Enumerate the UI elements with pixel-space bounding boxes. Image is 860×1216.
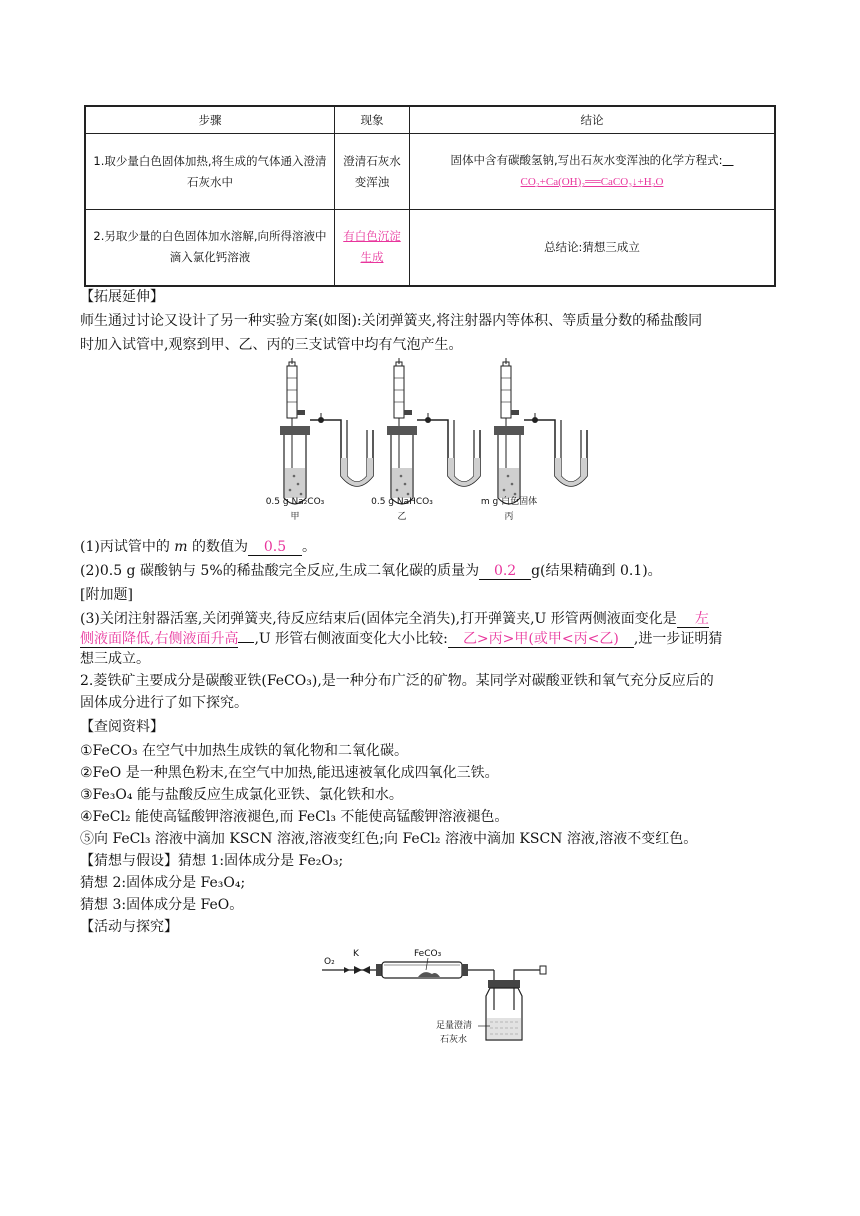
expand-intro-1: 师生通过讨论又设计了另一种实验方案(如图):关闭弹簧夹,将注射器内等体积、等质量分数的稀盐酸同 (80, 313, 703, 329)
q2-answer: 0.2 (479, 564, 531, 580)
q1-answer: 0.5 (248, 540, 302, 556)
label-lime-1: 足量澄清 (436, 1021, 473, 1031)
fact-4: ④FeCl₂ 能使高锰酸钾溶液褪色,而 FeCl₃ 不能使高锰酸钾溶液褪色。 (80, 809, 509, 825)
row2-conclusion: 总结论:猜想三成立 (410, 210, 776, 286)
experiment-table (84, 105, 776, 287)
q3-text-after: ,进一步证明猜 (633, 631, 723, 647)
q3-text: (3)关闭注射器活塞,关闭弹簧夹,待反应结束后(固体完全消失),打开弹簧夹,U 形管两侧液面变化是 (80, 611, 677, 627)
hypothesis-2: 猜想 2:固体成分是 Fe₃O₄; (80, 875, 246, 891)
label-feco3: FeCO₃ (414, 949, 442, 959)
row1-step: 1.取少量白色固体加热,将生成的气体通入澄清石灰水中 (85, 134, 335, 210)
header-phenomenon: 现象 (335, 106, 410, 134)
q3-answer1-part1: 左 (677, 612, 709, 628)
label-substance-yi: 0.5 g NaHCO₃ (371, 497, 433, 507)
fact-1: ①FeCO₃ 在空气中加热生成铁的氧化物和二氧化碳。 (80, 743, 409, 759)
row2-phenomenon (335, 210, 410, 286)
heading-expand: 【拓展延伸】 (80, 289, 164, 305)
question-3-line1 (80, 610, 709, 628)
label-o2: O₂ (324, 957, 335, 967)
q3-answer2: 乙>丙>甲(或甲<丙<乙) (448, 632, 634, 648)
header-step: 步骤 (85, 106, 335, 134)
expand-intro-2: 时加入试管中,观察到甲、乙、丙的三支试管中均有气泡产生。 (80, 337, 463, 353)
q2-text-after: g(结果精确到 0.1)。 (531, 563, 662, 579)
table-row (85, 134, 775, 210)
row1-conclusion (410, 134, 776, 210)
hypothesis-3: 猜想 3:固体成分是 FeO。 (80, 897, 244, 913)
row2-step: 2.另取少量的白色固体加水溶解,向所得溶液中滴入氯化钙溶液 (85, 210, 335, 286)
question-2 (80, 562, 662, 580)
fact-2: ②FeO 是一种黑色粉末,在空气中加热,能迅速被氧化成四氧化三铁。 (80, 765, 499, 781)
label-tube-jia: 甲 (290, 512, 300, 522)
label-substance-jia: 0.5 g Na₂CO₃ (265, 497, 325, 507)
activity-heading: 【活动与探究】 (80, 919, 178, 935)
bonus-heading: [附加题] (80, 587, 133, 603)
label-substance-bing: m g 白色固体 (480, 497, 538, 507)
row1-conclusion-text: 固体中含有碳酸氢钠,写出石灰水变浑浊的化学方程式: (450, 153, 723, 167)
figure-feco3-apparatus (318, 944, 558, 1048)
fact-3: ③Fe₃O₄ 能与盐酸反应生成氯化亚铁、氯化铁和水。 (80, 787, 403, 803)
apparatus-jia (280, 358, 373, 504)
table-row (85, 210, 775, 286)
q1-text-after: 。 (302, 539, 317, 555)
fact-5: ⑤向 FeCl₃ 溶液中滴加 KSCN 溶液,溶液变红色;向 FeCl₂ 溶液中滴加 KSCN 溶液,溶液不变红色。 (80, 831, 698, 847)
hypothesis-1: 【猜想与假设】猜想 1:固体成分是 Fe₂O₃; (80, 853, 344, 869)
lookup-heading: 【查阅资料】 (80, 719, 164, 735)
row2-phenomenon-answer: 有白色沉淀生成 (343, 229, 401, 265)
row1-equation: CO₂+Ca(OH)₂══CaCO₃↓+H₂O (520, 176, 664, 188)
question-3-line3: 想三成立。 (80, 651, 150, 667)
p2-intro-1: 2.菱铁矿主要成分是碳酸亚铁(FeCO₃),是一种分布广泛的矿物。某同学对碳酸亚铁和氧气充分反应后的 (80, 673, 714, 689)
label-tube-bing: 丙 (504, 512, 514, 522)
q1-text-mid: 的数值为 (187, 539, 249, 555)
question-3-line2 (80, 630, 722, 648)
q1-text: (1)丙试管中的 (80, 539, 175, 555)
question-1 (80, 538, 316, 556)
q3-answer1-part2: 侧液面降低,右侧液面升高 (80, 631, 239, 647)
header-conclusion: 结论 (410, 106, 776, 134)
p2-intro-2: 固体成分进行了如下探究。 (80, 695, 248, 711)
label-lime-2: 石灰水 (440, 1035, 468, 1045)
row1-phenomenon: 澄清石灰水变浑浊 (335, 134, 410, 210)
q2-text: (2)0.5 g 碳酸钠与 5%的稀盐酸完全反应,生成二氧化碳的质量为 (80, 563, 480, 579)
q1-var: m (174, 539, 188, 555)
label-k: K (353, 949, 359, 959)
table-header-row (85, 106, 775, 134)
q3-text-mid: ,U 形管右侧液面变化大小比较: (254, 631, 448, 647)
figure-tubes-apparatus (265, 358, 605, 526)
label-tube-yi: 乙 (397, 512, 407, 522)
